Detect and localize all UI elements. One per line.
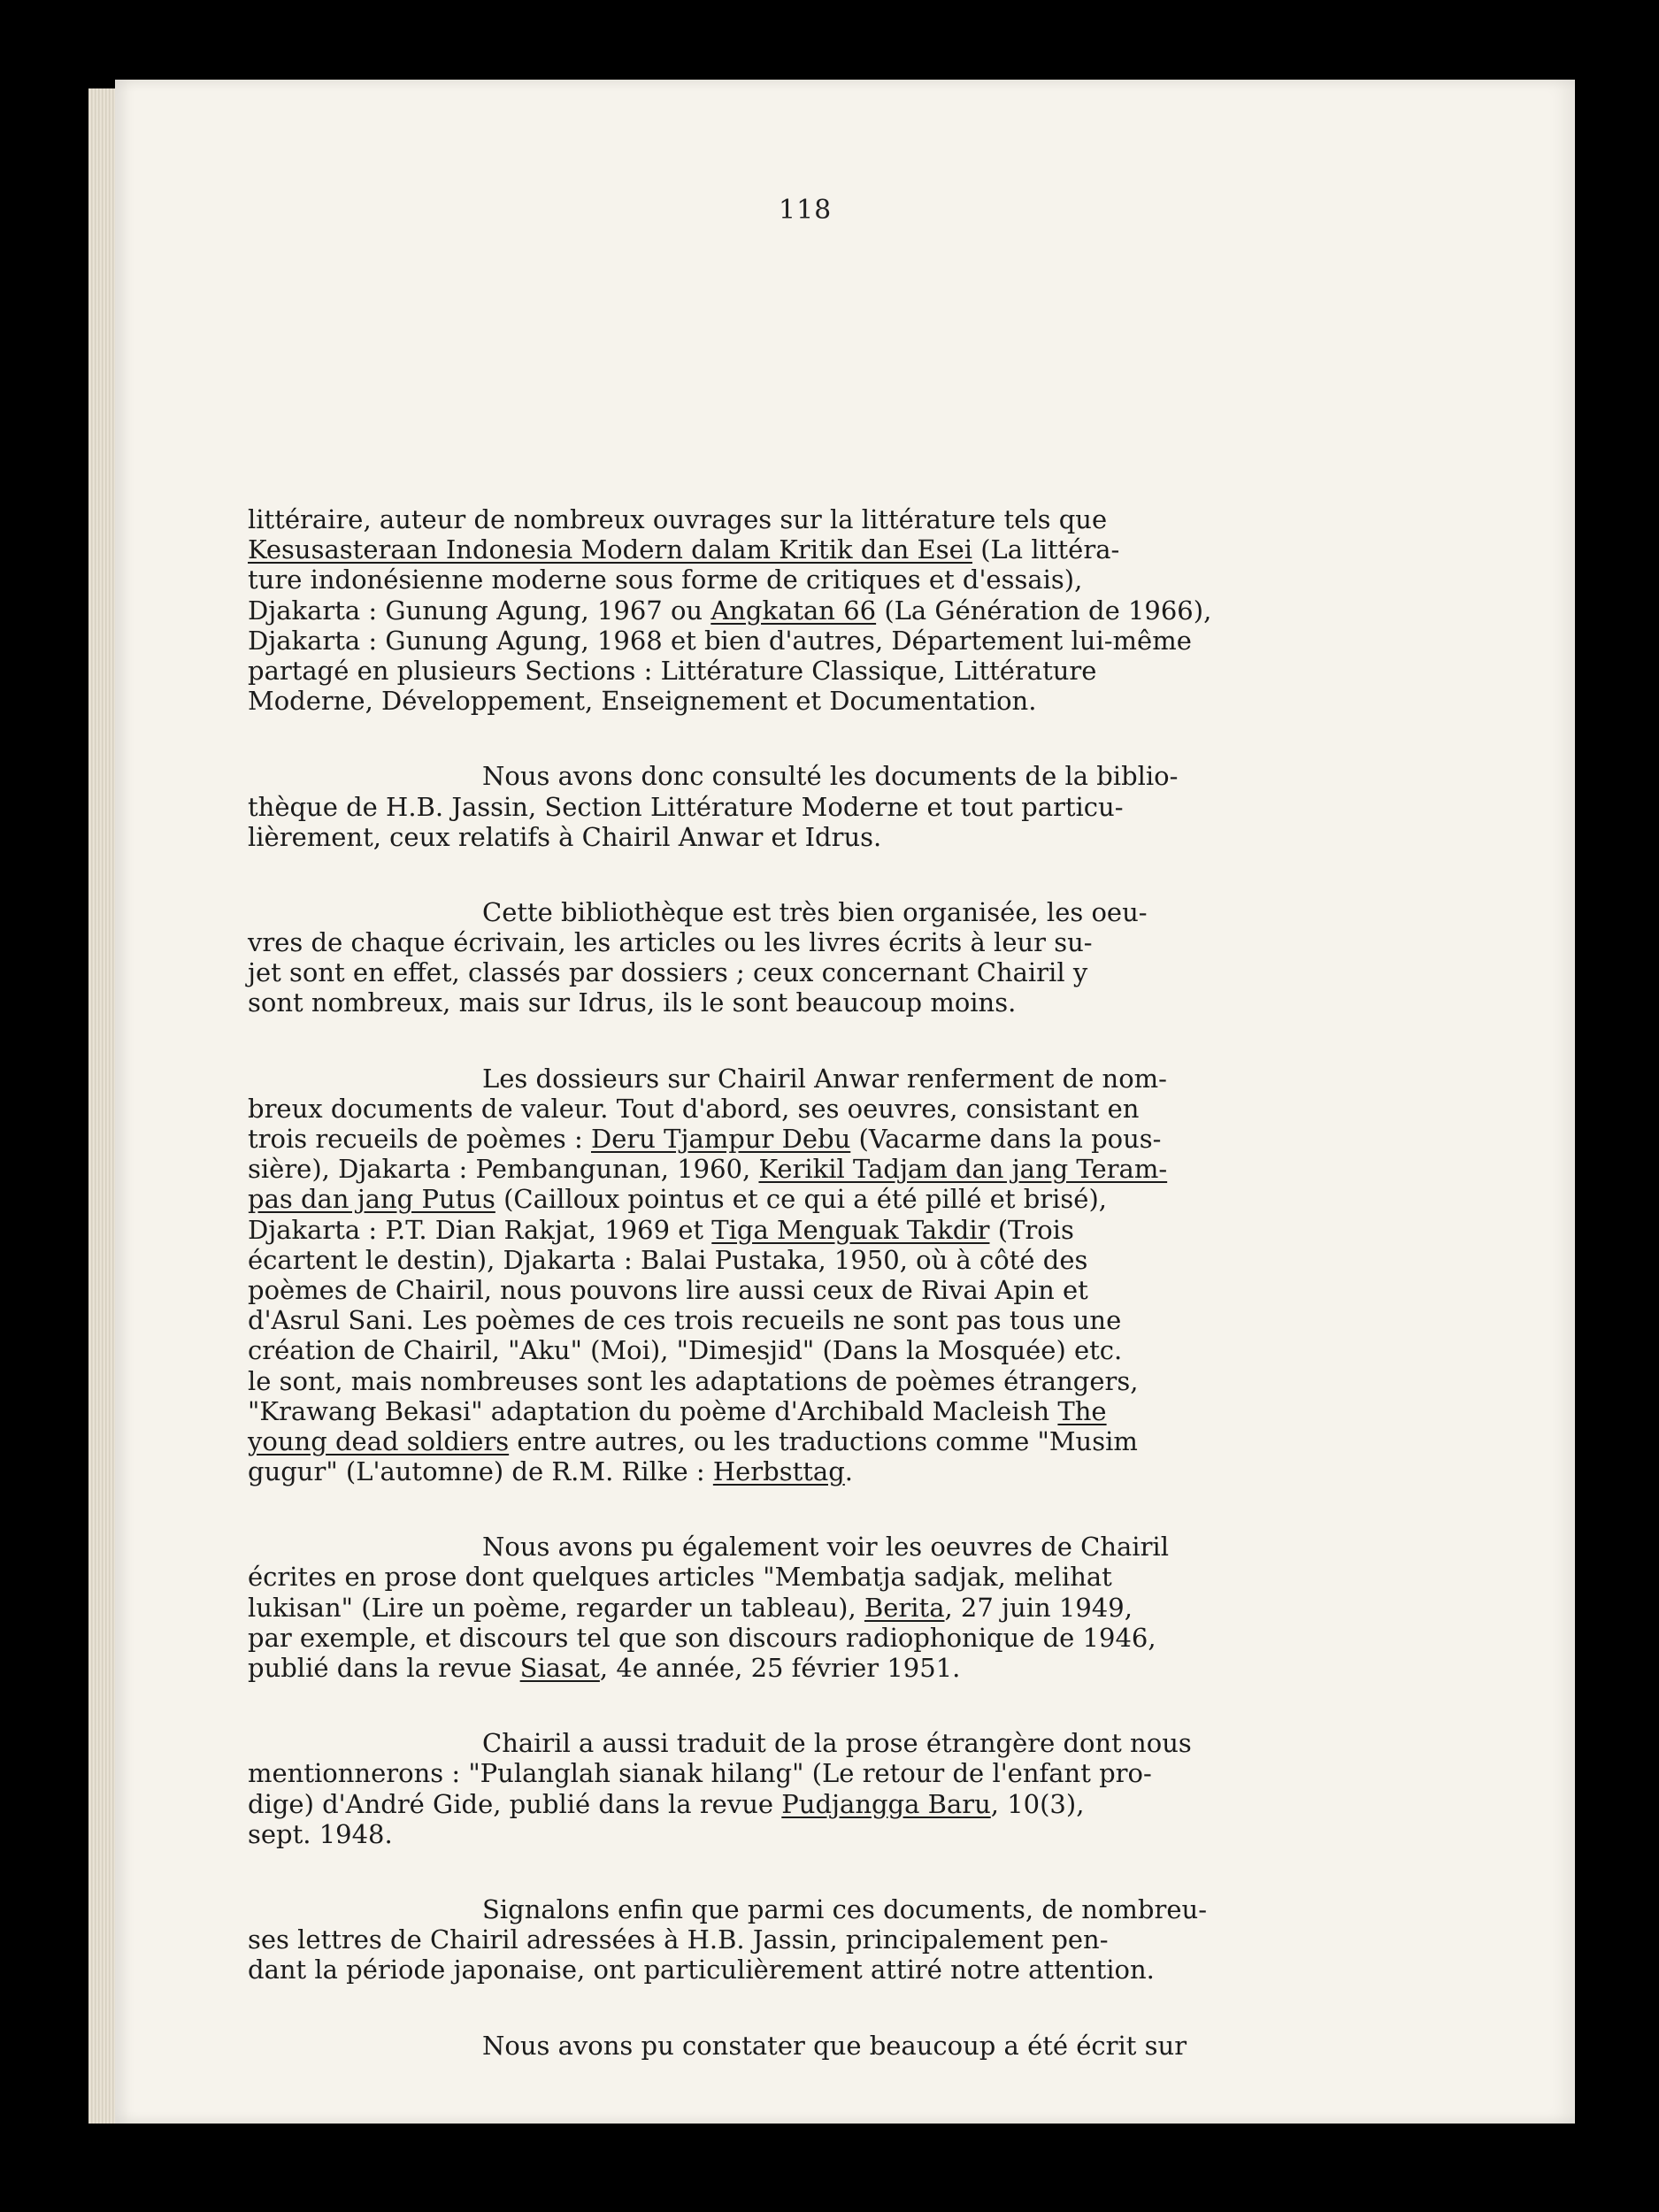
- text-span: Djakarta : Gunung Agung, 1968 et bien d'autres, Département lui-même: [248, 625, 1192, 656]
- text-line: [248, 1789, 1433, 1819]
- text-span: breux documents de valeur. Tout d'abord, ses oeuvres, consistant en: [248, 1093, 1140, 1124]
- text-span: (Cailloux pointus et ce qui a été pillé et brisé),: [495, 1184, 1107, 1215]
- book-title-underlined: young dead soldiers: [248, 1425, 510, 1456]
- text-line: [248, 1275, 1433, 1305]
- text-line: [248, 1305, 1433, 1335]
- text-line: [248, 1955, 1433, 1985]
- text-span: Nous avons donc consulté les documents de la biblio-: [482, 761, 1179, 792]
- text-line: [248, 1562, 1433, 1592]
- text-span: (Vacarme dans la pous-: [850, 1124, 1162, 1154]
- text-line: [248, 897, 1433, 927]
- text-span: sont nombreux, mais sur Idrus, ils le sont beaucoup moins.: [248, 987, 1017, 1018]
- text-span: entre autres, ou les traductions comme "Musim: [509, 1425, 1138, 1456]
- text-span: sept. 1948.: [248, 1818, 393, 1849]
- text-line: [248, 1894, 1433, 1924]
- text-line: [248, 1064, 1433, 1094]
- text-span: littéraire, auteur de nombreux ouvrages sur la littérature tels que: [248, 504, 1108, 534]
- text-span: poèmes de Chairil, nous pouvons lire aussi ceux de Rivai Apin et: [248, 1274, 1088, 1305]
- text-span: le sont, mais nombreuses sont les adaptations de poèmes étrangers,: [248, 1365, 1139, 1396]
- book-title-underlined: Deru Tjampur Debu: [591, 1124, 851, 1154]
- text-span: publié dans la revue: [248, 1653, 520, 1683]
- text-span: Signalons enfin que parmi ces documents, de nombreu-: [482, 1893, 1207, 1924]
- text-line: [248, 1728, 1433, 1758]
- book-title-underlined: Berita: [864, 1592, 945, 1623]
- text-span: thèque de H.B. Jassin, Section Littérature Moderne et tout particu-: [248, 791, 1124, 822]
- text-span: .: [844, 1456, 854, 1487]
- text-span: gugur" (L'automne) de R.M. Rilke :: [248, 1456, 713, 1487]
- paragraph: [248, 2031, 1433, 2061]
- text-line: [248, 1623, 1433, 1653]
- text-span: (La Génération de 1966),: [876, 595, 1212, 626]
- paragraph-gap: [248, 852, 1433, 897]
- text-line: [248, 656, 1433, 686]
- text-line: [248, 1154, 1433, 1184]
- paragraph-gap: [248, 1849, 1433, 1894]
- text-span: (La littéra-: [972, 534, 1120, 565]
- paragraph-gap: [248, 1683, 1433, 1728]
- text-line: [248, 1215, 1433, 1245]
- text-line: [248, 1653, 1433, 1683]
- book-title-underlined: Angkatan 66: [710, 595, 877, 626]
- text-span: lièrement, ceux relatifs à Chairil Anwar et Idrus.: [248, 821, 882, 852]
- text-span: d'Asrul Sani. Les poèmes de ces trois recueils ne sont pas tous une: [248, 1305, 1122, 1336]
- text-line: [248, 761, 1433, 791]
- text-line: [248, 565, 1433, 595]
- text-line: [248, 1593, 1433, 1623]
- text-span: Nous avons pu également voir les oeuvres de Chairil: [482, 1532, 1169, 1563]
- body-text: [248, 504, 1433, 2061]
- text-span: écartent le destin), Djakarta : Balai Pustaka, 1950, où à côté des: [248, 1244, 1088, 1275]
- text-line: [248, 1366, 1433, 1396]
- text-span: , 4e année, 25 février 1951.: [599, 1653, 961, 1683]
- book-title-underlined: Pudjangga Baru: [781, 1788, 991, 1819]
- text-span: jet sont en effet, classés par dossiers ; ceux concernant Chairil y: [248, 957, 1088, 988]
- text-span: "Krawang Bekasi" adaptation du poème d'Archibald Macleish: [248, 1395, 1058, 1426]
- paragraph: [248, 1532, 1433, 1683]
- text-line: [248, 2031, 1433, 2061]
- text-span: partagé en plusieurs Sections : Littérature Classique, Littérature: [248, 655, 1097, 686]
- text-span: écrites en prose dont quelques articles "Membatja sadjak, melihat: [248, 1562, 1112, 1593]
- text-line: [248, 1124, 1433, 1154]
- text-line: [248, 1456, 1433, 1486]
- text-span: sière), Djakarta : Pembangunan, 1960,: [248, 1154, 759, 1185]
- paragraph: [248, 1894, 1433, 1985]
- text-line: [248, 1532, 1433, 1562]
- text-line: [248, 1426, 1433, 1456]
- book-title-underlined: pas dan jang Putus: [248, 1184, 495, 1215]
- paragraph-gap: [248, 1985, 1433, 2031]
- text-span: dant la période japonaise, ont particulièrement attiré notre attention.: [248, 1955, 1155, 1985]
- text-line: [248, 626, 1433, 656]
- text-line: [248, 957, 1433, 987]
- paragraph-gap: [248, 716, 1433, 761]
- paragraph: [248, 1728, 1433, 1849]
- text-span: ses lettres de Chairil adressées à H.B. Jassin, principalement pen-: [248, 1924, 1109, 1955]
- book-title-underlined: Kerikil Tadjam dan jang Teram-: [758, 1154, 1168, 1185]
- text-span: Cette bibliothèque est très bien organisée, les oeu-: [482, 896, 1148, 927]
- text-span: , 10(3),: [990, 1788, 1085, 1819]
- text-span: , 27 juin 1949,: [944, 1592, 1133, 1623]
- text-line: [248, 1924, 1433, 1955]
- paragraph-gap: [248, 1486, 1433, 1532]
- text-span: Les dossieurs sur Chairil Anwar renferment de nom-: [482, 1063, 1167, 1094]
- text-line: [248, 927, 1433, 957]
- book-title-underlined: The: [1057, 1395, 1107, 1426]
- text-span: vres de chaque écrivain, les articles ou les livres écrits à leur su-: [248, 927, 1093, 958]
- text-span: création de Chairil, "Aku" (Moi), "Dimesjid" (Dans la Mosquée) etc.: [248, 1335, 1123, 1366]
- book-title-underlined: Herbsttag: [712, 1456, 845, 1487]
- text-line: [248, 1184, 1433, 1214]
- text-line: [248, 792, 1433, 822]
- text-line: [248, 1094, 1433, 1124]
- book-title-underlined: Kesusasteraan Indonesia Modern dalam Kritik dan Esei: [248, 534, 973, 565]
- text-span: Nous avons pu constater que beaucoup a été écrit sur: [482, 2030, 1187, 2061]
- book-title-underlined: Siasat: [519, 1653, 600, 1683]
- text-span: Moderne, Développement, Enseignement et Documentation.: [248, 686, 1037, 717]
- text-line: [248, 504, 1433, 534]
- text-line: [248, 1758, 1433, 1788]
- text-span: ture indonésienne moderne sous forme de critiques et d'essais),: [248, 565, 1083, 595]
- paragraph: [248, 1064, 1433, 1487]
- text-line: [248, 1819, 1433, 1849]
- paragraph: [248, 504, 1433, 716]
- text-span: (Trois: [989, 1214, 1074, 1245]
- text-span: Djakarta : Gunung Agung, 1967 ou: [248, 595, 711, 626]
- paragraph-gap: [248, 1018, 1433, 1064]
- text-line: [248, 987, 1433, 1018]
- text-line: [248, 595, 1433, 626]
- book-title-underlined: Tiga Menguak Takdir: [711, 1214, 990, 1245]
- page-number: 118: [779, 195, 833, 226]
- text-line: [248, 534, 1433, 565]
- text-line: [248, 1396, 1433, 1426]
- text-line: [248, 822, 1433, 852]
- text-line: [248, 1245, 1433, 1275]
- text-line: [248, 686, 1433, 716]
- text-span: Chairil a aussi traduit de la prose étrangère dont nous: [482, 1728, 1192, 1759]
- text-span: par exemple, et discours tel que son discours radiophonique de 1946,: [248, 1622, 1156, 1653]
- text-span: lukisan" (Lire un poème, regarder un tableau),: [248, 1592, 864, 1623]
- paragraph: [248, 761, 1433, 852]
- text-span: Djakarta : P.T. Dian Rakjat, 1969 et: [248, 1214, 712, 1245]
- text-span: mentionnerons : "Pulanglah sianak hilang" (Le retour de l'enfant pro-: [248, 1758, 1152, 1789]
- text-span: trois recueils de poèmes :: [248, 1124, 591, 1154]
- text-span: dige) d'André Gide, publié dans la revue: [248, 1788, 782, 1819]
- paragraph: [248, 897, 1433, 1018]
- text-line: [248, 1335, 1433, 1365]
